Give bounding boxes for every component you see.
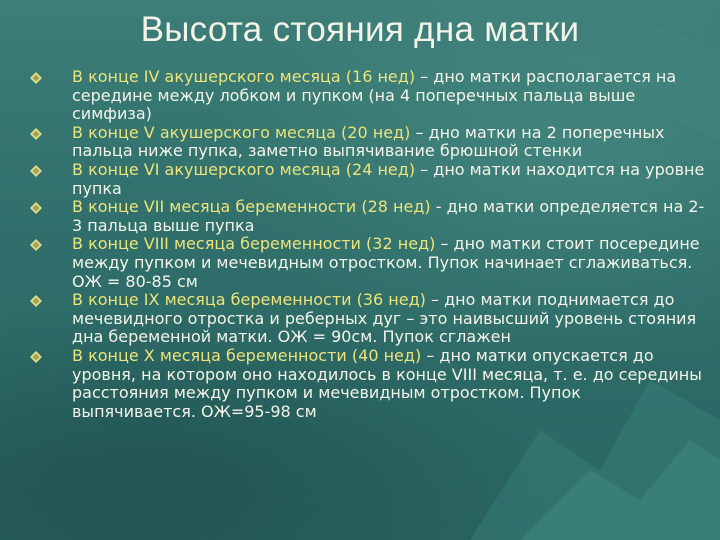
- list-item: [16, 198, 706, 235]
- item-heading: В конце V акушерского месяца (20 нед): [72, 122, 411, 142]
- diamond-bullet-icon: [30, 165, 42, 177]
- item-text: – дно матки находится на уровне пупка: [72, 159, 705, 198]
- list-item: [16, 347, 706, 421]
- list-item: [16, 291, 706, 347]
- item-heading: В конце VIII месяца беременности (32 нед): [72, 234, 436, 254]
- item-text: – дно матки поднимается до мечевидного отростка и реберных дуг – это наивысший уровень стояния дна беременной матки. ОЖ = 90см. Пупок сглажен: [72, 290, 697, 347]
- list-item: [16, 161, 706, 198]
- item-text: - дно матки определяется на 2-3 пальца выше пупка: [72, 197, 705, 235]
- item-text: – дно матки опускается до уровня, на котором оно находилось в конце VIII месяца, т. е. до середины расстояния между пупком и мечевидным отростком. Пупок выпячивается. ОЖ=95-98 см: [72, 345, 702, 421]
- list-item: [16, 124, 706, 161]
- slide-title: Высота стояния дна матки: [140, 10, 580, 49]
- diamond-bullet-icon: [30, 202, 42, 214]
- diamond-bullet-icon: [30, 128, 42, 140]
- item-heading: В конце VI акушерского месяца (24 нед): [72, 159, 416, 179]
- item-text: – дно матки на 2 поперечных пальца ниже пупка, заметно выпячивание брюшной стенки: [72, 122, 665, 161]
- list-item: [16, 235, 706, 291]
- item-heading: В конце VII месяца беременности (28 нед): [72, 197, 431, 217]
- content-list: [16, 68, 706, 421]
- list-item: [16, 68, 706, 124]
- item-heading: В конце IV акушерского месяца (16 нед): [72, 67, 416, 86]
- item-heading: В конце IX месяца беременности (36 нед): [72, 290, 426, 310]
- item-heading: В конце X месяца беременности (40 нед): [72, 345, 422, 365]
- item-text: – дно матки стоит посередине между пупком и мечевидным отростком. Пупок начинает сглаживаться. ОЖ = 80-85 см: [72, 234, 700, 291]
- diamond-bullet-icon: [30, 295, 42, 307]
- item-text: – дно матки располагается на середине между лобком и пупком (на 4 поперечных пальца выше симфиза): [72, 67, 677, 124]
- diamond-bullet-icon: [30, 351, 42, 363]
- diamond-bullet-icon: [30, 72, 42, 84]
- diamond-bullet-icon: [30, 239, 42, 251]
